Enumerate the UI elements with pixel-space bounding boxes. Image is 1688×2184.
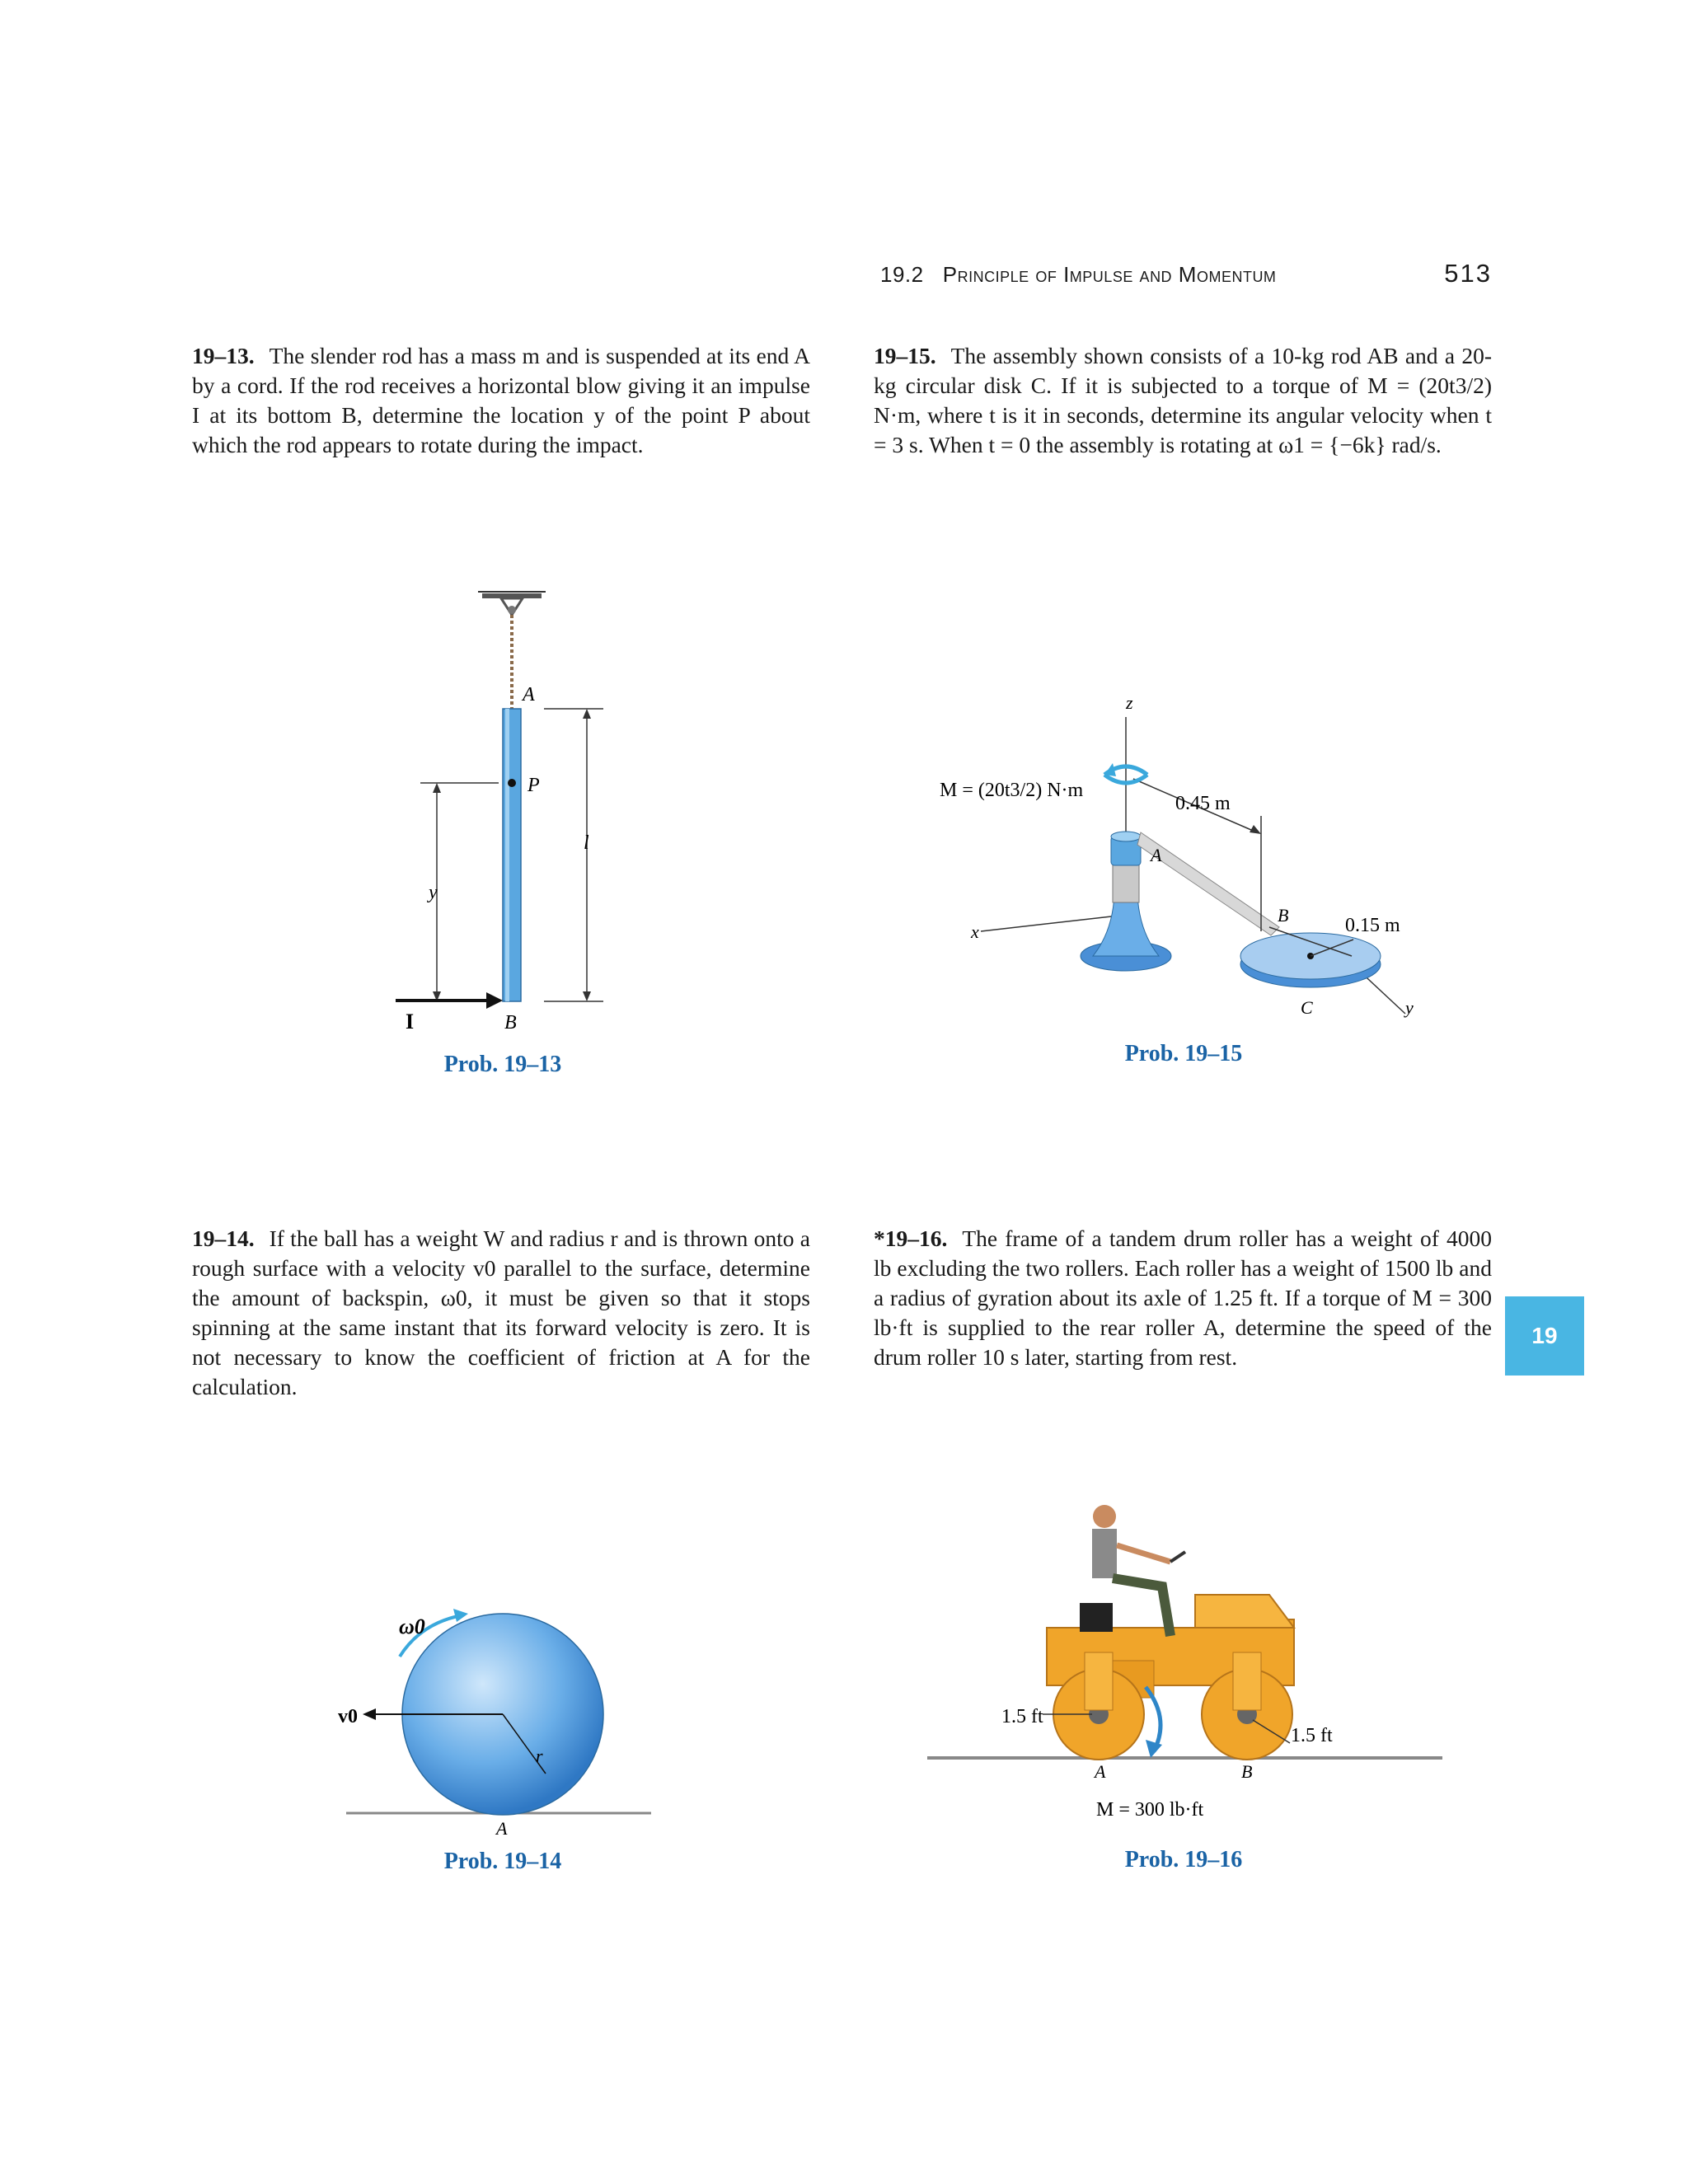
label-a: A (496, 1818, 508, 1838)
driver-body (1092, 1529, 1117, 1578)
label-z: z (1126, 692, 1133, 713)
problem-text: The slender rod has a mass m and is suspended at its end A by a cord. If the rod receives a horizontal blow giving it an impulse I at its bottom B, determine the location y of the point P about which the rod appears to rotate during the impact. (192, 343, 810, 457)
caption-19-15: Prob. 19–15 (1124, 1041, 1243, 1066)
problem-19-16 (874, 1224, 1492, 1372)
figure-slender-rod (371, 577, 635, 1038)
chapter-tab: 19 (1505, 1296, 1584, 1376)
label-015: 0.15 m (1345, 915, 1400, 936)
seat (1080, 1603, 1113, 1632)
label-torque: M = 300 lb·ft (1096, 1799, 1204, 1821)
caption-19-16: Prob. 19–16 (1124, 1847, 1243, 1872)
problem-number: 19–13. (192, 343, 255, 368)
label-b: B (1241, 1761, 1253, 1782)
problem-number: 19–15. (874, 343, 936, 368)
problem-text: If the ball has a weight W and radius r and is thrown onto a rough surface with a velocity v0 parallel to the surface, determine the amount of backspin, ω0, it must be given so that it stops spinning at the same instant that its forward velocity is zero. It is not necessary to know the coefficient of friction at A for the calculation. (192, 1226, 810, 1399)
problem-number: *19–16. (874, 1226, 948, 1251)
running-header (880, 259, 1492, 288)
label-b: B (1278, 905, 1289, 926)
caption-19-13: Prob. 19–13 (443, 1052, 562, 1077)
driver-head (1093, 1505, 1116, 1528)
label-y: y (429, 882, 438, 903)
label-x: x (971, 921, 979, 942)
problem-19-15 (874, 341, 1492, 460)
label-rb: 1.5 ft (1291, 1725, 1333, 1746)
label-c: C (1301, 997, 1313, 1018)
label-omega: ω0 (399, 1615, 425, 1638)
label-impulse: I (406, 1010, 415, 1033)
problem-text: The frame of a tandem drum roller has a weight of 4000 lb excluding the two rollers. Each roller has a weight of 1500 lb and a radius of gyration about its axle of 1.25 ft. If a torque of M = 300 lb·ft is supplied to the rear roller A, determine the speed of the drum roller 10 s later, starting from rest. (874, 1226, 1492, 1370)
figure-rod-disk-assembly (931, 684, 1442, 1030)
label-a: A (523, 684, 535, 705)
label-a: A (1095, 1761, 1106, 1782)
problem-text: The assembly shown consists of a 10-kg rod AB and a 20-kg circular disk C. If it is subjected to a torque of M = (20t3/2) N·m, where t is it in seconds, determine its angular velocity when t = 3 s. When t = 0 the assembly is rotating at ω1 = {−6k} rad/s. (874, 343, 1492, 457)
problem-19-14 (192, 1224, 810, 1402)
label-l: l (584, 832, 589, 854)
label-a: A (1151, 845, 1162, 865)
problem-number: 19–14. (192, 1226, 255, 1251)
label-p: P (528, 775, 540, 796)
label-torque: M = (20t3/2) N·m (940, 780, 1084, 801)
figure-ball (330, 1566, 676, 1838)
section-number: 19.2 (880, 262, 924, 287)
label-045: 0.45 m (1175, 793, 1231, 814)
label-r: r (536, 1746, 543, 1766)
page-number: 513 (1444, 259, 1492, 288)
figure-drum-roller (923, 1496, 1451, 1842)
caption-19-14: Prob. 19–14 (443, 1849, 562, 1874)
point-p (508, 779, 516, 787)
label-v: v0 (338, 1706, 358, 1727)
section-title: Principle of Impulse and Momentum (942, 262, 1277, 287)
x-axis (981, 915, 1126, 931)
problem-19-13 (192, 341, 810, 460)
label-b: B (504, 1012, 517, 1033)
label-ra: 1.5 ft (1001, 1706, 1043, 1727)
label-y: y (1405, 997, 1414, 1018)
steering-wheel (1170, 1552, 1185, 1562)
